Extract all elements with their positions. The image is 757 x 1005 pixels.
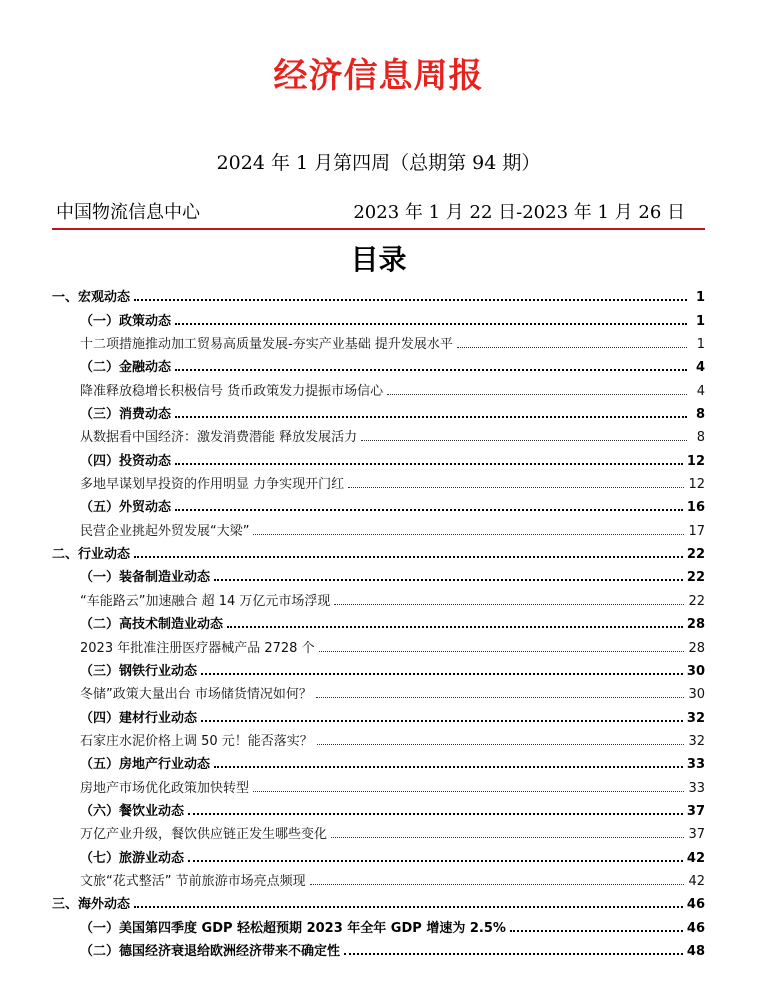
toc-entry[interactable]: [52, 796, 705, 819]
toc-entry-page: 33: [688, 780, 705, 796]
toc-entry-page: 28: [688, 640, 705, 656]
toc-entry-page: 4: [696, 383, 705, 399]
toc-entry-page: 46: [686, 920, 705, 936]
toc-entry-label: （七）旅游业动态: [80, 850, 185, 866]
toc-entry-label: 从数据看中国经济：激发消费潜能 释放发展活力: [80, 430, 358, 446]
toc-entry[interactable]: [52, 702, 705, 725]
toc-entry[interactable]: [52, 282, 705, 305]
toc-entry-label: 石家庄水泥价格上调 50 元！能否落实？: [80, 733, 313, 749]
toc-entry-page: 42: [688, 873, 705, 889]
toc-entry-label: 万亿产业升级，餐饮供应链正发生哪些变化: [80, 827, 328, 843]
toc-entry-label: （一）政策动态: [80, 313, 172, 329]
toc-entry[interactable]: [52, 936, 705, 959]
toc-entry-label: 降准释放稳增长积极信号 货币政策发力提振市场信心: [80, 383, 384, 399]
toc-entry-page: 8: [696, 430, 705, 446]
toc-entry-label: 三、海外动态: [52, 897, 131, 913]
dot-leader: [175, 462, 683, 465]
toc-entry[interactable]: [52, 749, 705, 772]
dot-leader: [331, 836, 684, 838]
toc-entry-label: 房地产市场优化政策加快转型: [80, 780, 250, 796]
toc-entry-page: 22: [686, 547, 705, 563]
toc-entry[interactable]: [52, 305, 705, 328]
toc-entry-page: 1: [695, 313, 705, 329]
dot-leader: [316, 696, 685, 698]
toc-entry-page: 32: [686, 710, 705, 726]
toc-entry[interactable]: [52, 866, 705, 889]
dot-leader: [344, 952, 683, 955]
date-range: 2023 年 1 月 22 日-2023 年 1 月 26 日: [353, 202, 685, 223]
issue-line: 2024 年 1 月第四周（总期第 94 期）: [216, 152, 541, 174]
toc-entry-label: 2023 年批准注册医疗器械产品 2728 个: [80, 640, 315, 656]
dot-leader: [214, 765, 683, 768]
toc-entry-label: （二）德国经济衰退给欧洲经济带来不确定性: [80, 943, 341, 959]
toc-entry-page: 22: [688, 593, 705, 609]
toc-entry-page: 22: [686, 570, 705, 586]
toc-entry[interactable]: [52, 399, 705, 422]
dot-leader: [175, 322, 687, 325]
toc-entry-page: 8: [695, 407, 705, 423]
toc-entry[interactable]: [52, 889, 705, 912]
dot-leader: [387, 393, 687, 395]
toc-entry-page: 37: [686, 803, 705, 819]
toc-entry[interactable]: [52, 492, 705, 515]
dot-leader: [175, 368, 687, 371]
toc-entry-label: “车能路云”加速融合 超 14 万亿元市场浮现: [80, 593, 331, 609]
toc-entry-label: （三）消费动态: [80, 407, 172, 423]
report-title: 经济信息周报: [273, 56, 484, 96]
toc-entry-page: 46: [686, 897, 705, 913]
toc-entry[interactable]: [52, 679, 705, 702]
toc-entry-label: （四）建材行业动态: [80, 710, 198, 726]
toc-entry[interactable]: [52, 656, 705, 679]
dot-leader: [134, 905, 683, 908]
table-of-contents: [52, 282, 705, 959]
dot-leader: [134, 298, 687, 301]
dot-leader: [201, 672, 683, 675]
toc-entry-label: 一、宏观动态: [52, 290, 131, 306]
toc-entry-label: 二、行业动态: [52, 547, 131, 563]
toc-entry[interactable]: [52, 632, 705, 655]
toc-entry-label: （一）装备制造业动态: [80, 570, 211, 586]
toc-entry[interactable]: [52, 539, 705, 562]
toc-entry-page: 12: [686, 453, 705, 469]
toc-entry-page: 4: [695, 360, 705, 376]
dot-leader: [310, 883, 685, 885]
toc-entry-page: 42: [686, 850, 705, 866]
dot-leader: [510, 929, 683, 932]
dot-leader: [361, 439, 687, 441]
toc-entry[interactable]: [52, 819, 705, 842]
dot-leader: [319, 650, 685, 652]
toc-entry-label: （四）投资动态: [80, 453, 172, 469]
toc-entry[interactable]: [52, 585, 705, 608]
toc-heading: 目录: [350, 243, 407, 276]
toc-entry-label: （五）外贸动态: [80, 500, 172, 516]
toc-entry-label: 冬储”政策大量出台 市场储货情况如何？: [80, 687, 312, 703]
toc-entry-page: 1: [696, 337, 705, 353]
toc-entry-page: 30: [686, 663, 705, 679]
dot-leader: [227, 625, 683, 628]
dot-leader: [214, 578, 683, 581]
toc-entry-label: （三）钢铁行业动态: [80, 663, 198, 679]
dot-leader: [201, 719, 683, 722]
toc-entry-label: （五）房地产行业动态: [80, 757, 211, 773]
toc-entry[interactable]: [52, 562, 705, 585]
dot-leader: [188, 812, 683, 815]
publisher: 中国物流信息中心: [56, 202, 200, 223]
toc-entry[interactable]: [52, 515, 705, 538]
toc-entry[interactable]: [52, 772, 705, 795]
toc-entry-label: 民营企业挑起外贸发展“大梁”: [80, 523, 250, 539]
toc-entry-page: 32: [688, 733, 705, 749]
dot-leader: [334, 603, 684, 605]
toc-entry[interactable]: [52, 469, 705, 492]
dot-leader: [175, 508, 683, 511]
toc-entry-page: 30: [688, 687, 705, 703]
toc-entry-page: 16: [686, 500, 705, 516]
toc-entry[interactable]: [52, 422, 705, 445]
toc-entry[interactable]: [52, 352, 705, 375]
dot-leader: [348, 486, 684, 488]
toc-entry[interactable]: [52, 842, 705, 865]
toc-entry-label: 十二项措施推动加工贸易高质量发展-夯实产业基础 提升发展水平: [80, 337, 453, 353]
toc-entry[interactable]: [52, 609, 705, 632]
dot-leader: [253, 533, 684, 535]
dot-leader: [175, 415, 687, 418]
toc-entry-label: （二）高技术制造业动态: [80, 617, 224, 633]
toc-entry[interactable]: [52, 912, 705, 935]
toc-entry-label: 多地早谋划早投资的作用明显 力争实现开门红: [80, 477, 345, 493]
toc-entry-label: （一）美国第四季度 GDP 轻松超预期 2023 年全年 GDP 增速为 2.5%: [80, 920, 506, 936]
dot-leader: [134, 555, 683, 558]
toc-entry-page: 28: [686, 617, 705, 633]
dot-leader: [317, 743, 685, 745]
toc-entry[interactable]: [52, 445, 705, 468]
toc-entry[interactable]: [52, 329, 705, 352]
toc-entry-page: 33: [686, 757, 705, 773]
toc-entry-page: 17: [688, 523, 705, 539]
toc-entry-label: 文旅“花式整活” 节前旅游市场亮点频现: [80, 873, 306, 889]
dot-leader: [457, 346, 687, 348]
dot-leader: [188, 859, 683, 862]
toc-entry-page: 1: [695, 290, 705, 306]
toc-entry-label: （六）餐饮业动态: [80, 803, 185, 819]
header-divider: [52, 228, 705, 230]
toc-entry[interactable]: [52, 375, 705, 398]
dot-leader: [253, 790, 684, 792]
toc-entry[interactable]: [52, 726, 705, 749]
toc-entry-page: 48: [686, 943, 705, 959]
toc-entry-label: （二）金融动态: [80, 360, 172, 376]
toc-entry-page: 37: [688, 827, 705, 843]
toc-entry-page: 12: [688, 477, 705, 493]
